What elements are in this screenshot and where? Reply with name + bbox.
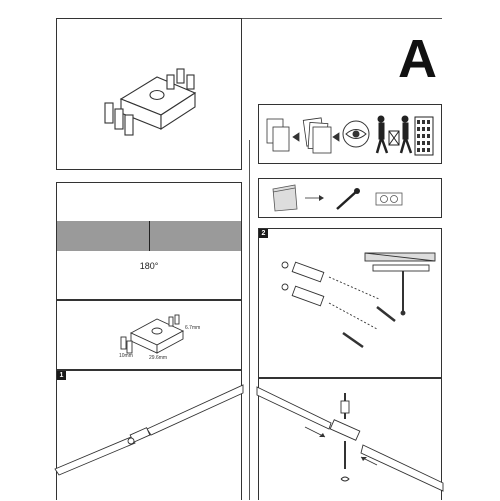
profile-joint: [149, 221, 150, 251]
connector-dims-panel: [56, 300, 242, 370]
profile-panel: [56, 182, 242, 300]
recycle-person-icon: [371, 113, 439, 159]
parts-strip: [258, 178, 442, 218]
step2-panel: [258, 228, 442, 378]
step1-illustration: [57, 371, 243, 501]
product-panel: [56, 18, 242, 170]
step1-panel: [56, 370, 242, 500]
dim-width: 10mm: [119, 353, 133, 359]
screw-icon: [333, 185, 363, 213]
instruction-strip: [258, 104, 442, 164]
bag-icon: [269, 183, 299, 213]
step3-panel: [258, 378, 442, 500]
column-divider: [249, 140, 250, 500]
step1-badge: 1: [57, 371, 66, 380]
section-letter: A: [398, 29, 437, 89]
dim-height: 6.7mm: [185, 325, 201, 331]
connector-3d-icon: [57, 19, 243, 171]
arrow-icon: [305, 195, 325, 201]
caps-icon: [375, 191, 405, 207]
step3-illustration: [259, 379, 443, 501]
eye-icon: [341, 119, 371, 149]
angle-label: 180°: [139, 261, 159, 271]
ceiling-mount-icon: [363, 249, 439, 319]
dim-length: 29.6mm: [149, 355, 168, 361]
step2-badge: 2: [259, 229, 268, 238]
